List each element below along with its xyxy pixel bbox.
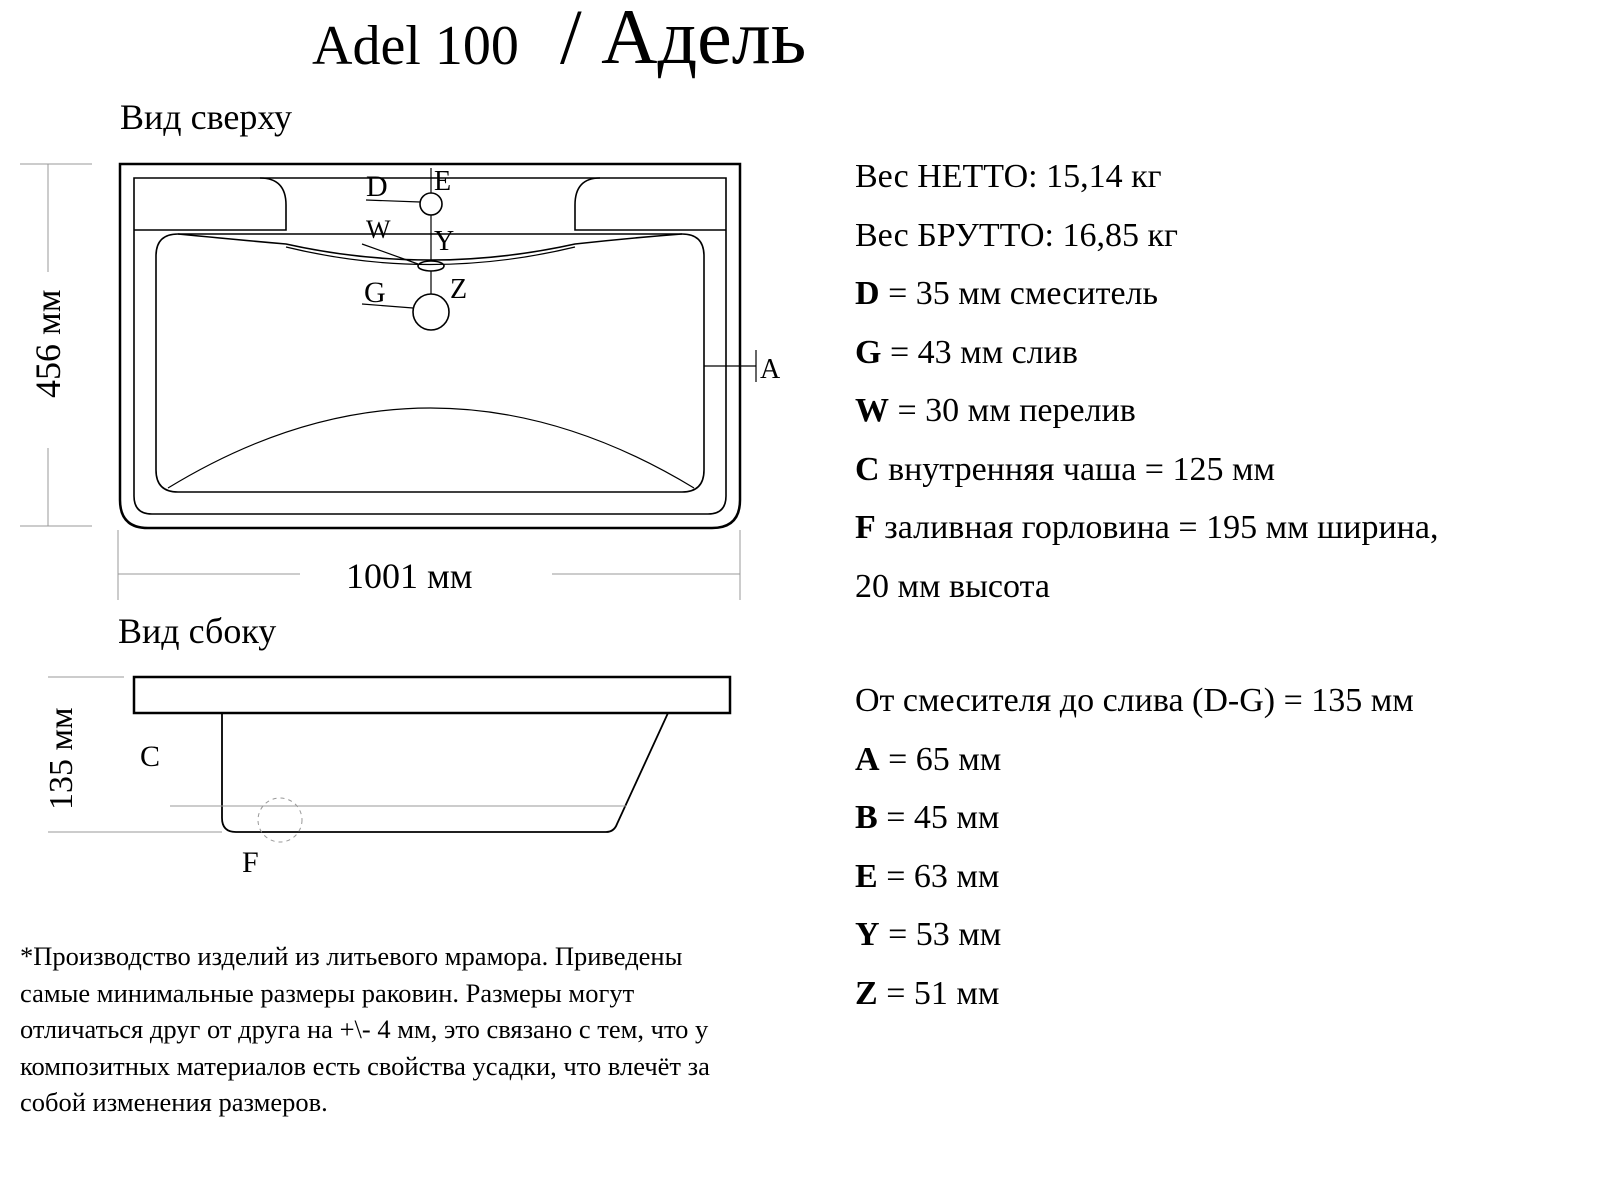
title-name: Адель [601,0,807,80]
spec-text: От смесителя до слива (D-G) = 135 мм [855,682,1414,719]
spec-text: внутренняя чаша = 125 мм [879,450,1276,488]
spec-key: W [855,392,889,429]
spec-row [855,441,1438,500]
marker-f: F [242,846,259,879]
marker-w: W [366,215,391,244]
spec-text: = 65 мм [879,740,1002,778]
spec-key: E [855,857,878,895]
countertop-slab [134,677,730,713]
top-view-label: Вид сверху [120,97,292,137]
inlet-circle [258,798,302,842]
title-separator: / [560,0,582,80]
bowl-profile [222,713,668,832]
spec-row [855,672,1414,731]
spec-text: заливная горловина = 195 мм ширина, [875,509,1439,546]
spec-text: 20 мм высота [855,567,1050,605]
spec-row [855,382,1438,441]
spec-row [855,558,1438,617]
marker-d: D [366,170,388,203]
spec-text: Вес НЕТТО: 15,14 кг [855,158,1162,195]
spec-text: = 53 мм [879,916,1002,953]
spec-row [855,965,1414,1024]
drain-hole [413,294,449,330]
spec-key: B [855,799,878,836]
side-view-label: Вид сбоку [118,611,277,651]
marker-e: E [434,166,452,197]
right-deck-bump [575,178,726,230]
spec-row [855,499,1438,558]
marker-z: Z [450,274,468,305]
depth-dim-label: 456 мм [28,289,68,398]
footnote-line: самые минимальные размеры раковин. Размеры могут [20,977,635,1008]
marker-g: G [364,276,386,309]
model-title: Adel 100 [312,15,519,77]
footnote [20,938,820,1121]
specs-bottom [855,672,1414,1023]
spec-text: = 35 мм смеситель [879,275,1159,312]
spec-row [855,207,1438,266]
width-dim-label: 1001 мм [346,556,473,596]
bowl-slope-curve [168,408,694,488]
spec-key: Z [855,974,878,1012]
overflow-front-curve [178,234,682,260]
spec-row [855,731,1414,790]
footnote-line: *Производство изделий из литьевого мрамора. Приведены [20,941,683,971]
spec-key: Y [855,916,880,953]
spec-key: C [855,450,880,488]
spec-key: A [855,740,880,778]
marker-a: A [760,354,781,385]
spec-text: = 63 мм [877,857,1000,895]
height-dim-label: 135 мм [43,707,80,810]
specs-top [855,148,1438,616]
spec-text: = 30 мм перелив [889,392,1136,429]
spec-text: Вес БРУТТО: 16,85 кг [855,216,1178,254]
bowl-outline [156,234,704,492]
side-view-labels [43,707,259,879]
spec-text: = 51 мм [877,974,1000,1012]
marker-c: C [140,740,161,773]
footnote-line: композитных материалов есть свойства усадки, что влечёт за [20,1050,710,1081]
footnote-line: собой изменения размеров. [20,1087,328,1117]
spec-text: = 45 мм [877,799,1000,836]
spec-row [855,148,1438,207]
basin-rim [134,178,726,514]
overflow-hole [418,261,444,271]
spec-row [855,324,1438,383]
spec-row [855,848,1414,907]
left-deck-bump [134,178,286,230]
marker-y: Y [434,226,455,257]
spec-key: F [855,509,876,546]
spec-text: = 43 мм слив [881,333,1078,371]
spec-row [855,906,1414,965]
spec-key: D [855,275,880,312]
footnote-line: отличаться друг от друга на +\- 4 мм, это связано с тем, что у [20,1014,709,1044]
spec-key: G [855,333,882,371]
spec-row [855,265,1438,324]
spec-row [855,789,1414,848]
basin-outline [120,164,740,528]
